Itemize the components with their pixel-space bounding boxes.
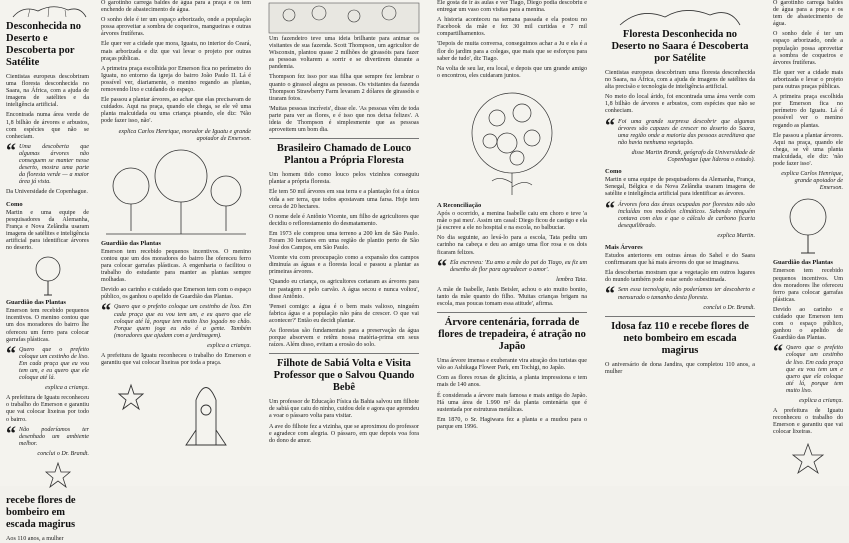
subheading: A Reconciliação	[437, 201, 482, 209]
subheading: Mais Árvores	[605, 243, 643, 251]
paragraph: Cientistas europeus descobriram uma floresta desconhecida no Saara, na África, com a ajuda de imagens de satélites da alta precisão e tecnologia de inteligência artificial.	[605, 70, 755, 91]
paragraph: Um homem tido como louco pelos vizinhos conseguiu plantar a própria floresta.	[269, 172, 419, 186]
paragraph: No meio do local árido, foi encontrada uma área verde com 1,8 bilhão de árvores e arbustos, com espécies que não se conheciam.	[605, 94, 755, 115]
trees-illustration	[101, 146, 251, 236]
star-illustration	[8, 461, 88, 491]
paragraph: Com as flores roxas de glicínia, a planta impressiona e tem mais de 140 anos.	[437, 375, 587, 389]
paragraph: A primeira praça escolhida por Emerson fica no perímetro do Iguatu, no entorno da igreja do bairro João Paulo II. Lá é possível ver, diariamente, o menino regando as plantas, removendo lixo e cuidando do espaço.	[101, 65, 251, 94]
subheading: Guardião das Plantas	[773, 259, 833, 267]
paragraph: Thompson fez isso por sua filha que sempre fez lembrar o quanto o girassol alegra as pessoas. Os visitantes da fazenda Thompson Strawberry Farm levaram 2 dólares de girassóis e tiraram fotos.	[269, 74, 419, 102]
paragraph: A prefeitura de Iguatu reconheceu o trabalho do Emerson e garantiu que vai colocar lixeiras.	[773, 408, 843, 436]
headline-sahara-forest: Floresta Desconhecida no Deserto no Saara é Descoberta por Satélite	[611, 29, 749, 64]
divider	[269, 138, 419, 139]
paragraph: Ele tem 50 mil árvores em sua terra e a plantação foi a única vida a ser terra, que todos apostavam uma farsa. Hoje tem cerca de 20 hectares.	[269, 189, 419, 210]
column-4	[431, 0, 593, 486]
quote: “ Não poderíamos ter desenhado um ambiente melhor.	[6, 427, 89, 448]
paragraph: Martin e uma equipe de pesquisadores da Alemanha, França e Nova Zelândia usaram imagens de satélites e inteligência artificial para identificar árvores no deserto.	[6, 209, 89, 252]
paragraph: Na volta de seu lar, era local, e depois que um grande amigo o encontrou, eles cuidaram juntos.	[437, 65, 587, 79]
paragraph: O nome dele é Antônio Vicente, um filho de agricultores que decidiu o reflorestamento do desmatamento.	[269, 213, 419, 227]
paragraph: Emerson tem recebido pequenos incentivos. O menino contou que um dos moradores do bairro lhe ofereceu um ferro para colocar garrafas plásticas.	[6, 308, 89, 343]
paragraph: Devido ao carinho e cuidado que Emerson tem com o espaço público, os ganhou o apelido de Guardião das Plantas.	[101, 287, 251, 301]
quote: “ Quero que o prefeito coloque um cestinho de lixo. Em cada praça que eu vou tem um, e eu quero que ele coloque até lá.	[6, 347, 89, 382]
attribution: disse Martin Brandt, geógrafo da Universidade de Copenhague (que liderou o estudo).	[631, 149, 755, 164]
paragraph: A prefeitura de Iguatu reconheceu o trabalho do Emerson e garantiu que vai colocar lixeiras por todo o bairro.	[6, 395, 89, 423]
sunflowers-illustration	[269, 3, 419, 33]
column-3	[263, 0, 425, 486]
paragraph: 'Depois de muita conversa, conseguimos achar a Ju e ela é a flor do jardim para a colegas, que mais que se esforçou para saber de tudo', diz Tiago.	[437, 41, 587, 62]
paragraph: Emerson tem recebido pequenos incentivos. Um dos moradores lhe ofereceu ferro para colocar garrafas plásticas.	[773, 268, 843, 303]
subheading: Como	[6, 200, 23, 208]
paragraph: Vicente viu com preocupação como a expansão dos campos diminuía as águas e a floresta local e passou a plantar as primeiras árvores.	[269, 255, 419, 276]
paragraph: Estudos anteriores em outras áreas do Sahel e do Saara confirmaram que há mais árvores do que se imaginava.	[605, 253, 755, 267]
paragraph: 'Quando eu criança, os agricultores cortaram as árvores para ter pastagem e pelo carvão. A água secou e nunca voltou', disse Antônio.	[269, 279, 419, 300]
column-1	[0, 0, 95, 543]
star-illustration	[773, 440, 843, 480]
subheading: Como	[605, 168, 622, 176]
column-5	[599, 0, 761, 486]
paragraph: Após o ocorrido, a menina Isabelle caiu em choro e teve 'a mãe o pai meu'. Assim um casal: Diego ficou de castigo e ela já escreve a ele no hospital e na escola, no balbuciar.	[437, 211, 587, 232]
paragraph: O sonho dele é ter um espaço arborizado, onde a população possa aproveitar a sombra de coqueiros, mangueiras e outras árvores frutíferas.	[101, 17, 251, 38]
paragraph: Emerson tem recebido pequenos incentivos. O menino contou que um dos moradores do bairro lhe ofereceu ferro para colocar garrafas plásticas. A engenharia o facilitou o trabalho do estudante para manter as plantas sempre molhadas.	[101, 248, 251, 284]
bush-illustration	[615, 3, 745, 25]
attribution: explica a criança.	[45, 385, 89, 392]
quote: “ Foi uma grande surpresa descobrir que algumas árvores são capazes de crescer no deserto do Saara, uma região onde a maioria das pessoas acreditava que não havia nenhuma vegetação.	[605, 119, 755, 147]
paragraph: O garotinho carrega baldes de água para a praça e os tem de abastecimento de água.	[773, 0, 843, 28]
paragraph: A mãe de Isabelle, Janis Beisler, achou o ato muito bonito, tanto da mãe quanto do filho. 'Muitas crianças brigam na escola, mas poucas tomam essa atitude', afirma.	[437, 286, 587, 308]
paragraph: O aniversário de dona Jandira, que completou 110 anos, a mulher	[605, 361, 755, 375]
paragraph: No dia seguinte, ao levá-lo para a escola, Tata pediu um carinho na cabeça e deu ao amigo uma flor rosa e os dois ficaram felizes.	[437, 235, 587, 256]
paragraph: A ave do filhote fez a vizinha, que se aproximou do professor e agradece com alegria. O pássaro, em que depois voa fora do dono de amor.	[269, 423, 419, 444]
attribution: conclui o Dr. Brandt.	[37, 450, 89, 457]
paragraph: A historia aconteceu na semana passada e ela postou no Facebook da mãe e fez 30 mil curtidas e 7 mil compartilhamentos.	[437, 17, 587, 38]
paragraph: Ele passou a plantar árvores. Aqui na praça, quando ele chega, se vê uma planta malcuidada, ele diz: 'não pode fazer isso'.	[773, 132, 843, 167]
subheading: Guardião das Plantas	[6, 299, 66, 307]
paragraph: Martin e uma equipe de pesquisadores da Alemanha, França, Senegal, Bélgica e da Nova Zelândia usaram imagens de satélite e inteligência artificial para identificar as árvores.	[605, 177, 755, 198]
paragraph: Ele quer ver a cidade mais arborizada e levar o projeto para outras praças públicas.	[773, 69, 843, 91]
attribution: explica a criança.	[207, 342, 251, 349]
quote: “ Sem essa tecnologia, não poderíamos ter descoberto e mensurado o tamanho desta floresta.	[605, 287, 755, 301]
headline-sabia: Filhote de Sabiá Volta e Visita Professor que o Salvou Quando Bebê	[273, 358, 415, 394]
paragraph: Um fazendeiro teve uma ideia brilhante para animar os visitantes de sua fazenda. Scott Thompson, um agricultor de Wisconsin, plantou quase 2 milhões de girassóis para fazer as pessoas voltarem a sorrir e se divertirem durante a pandemia.	[269, 36, 419, 71]
paragraph: Encontrada numa área verde de 1,8 bilhão de árvores e arbustos, com espécies que não se conheciam.	[6, 112, 89, 140]
headline-idosa: Idosa faz 110 e recebe flores de neto bombeiro em escada magirus	[611, 320, 749, 356]
bush-illustration	[8, 3, 88, 17]
divider	[269, 353, 419, 354]
quote: “ Ela escreveu: 'Eu amo a mãe do pai do Tiago, eu fiz um desenho de flor para agradecer o amor'.	[437, 260, 587, 274]
paragraph: Aos 110 anos, a mulher	[6, 536, 64, 543]
column-2	[95, 0, 257, 486]
flower-illustration	[452, 83, 572, 198]
tree-illustration	[773, 195, 843, 255]
paragraph: Cientistas europeus descobriram uma floresta desconhecida no Saara, na África, com a ajuda de imagens de satélites e da inteligência artificial.	[6, 74, 89, 109]
quote: “ Árvores fora das áreas ocupadas por florestas não são incluídas nos modelos climáticos. Sabendo ninguém contava com elas e que o cálculo de carbono ficaria desequilibrado.	[605, 202, 755, 230]
paragraph: Em 1973 ele comprou uma terreno a 200 km de São Paulo. Foram 30 hectares em uma região de plantio perto de São José dos Campos, em São Paulo.	[269, 230, 419, 252]
paragraph: Ele gosta de ir às aulas e ver Tiago, Diego podia descobriu e entregar um vaso com visitas para a menina.	[437, 0, 587, 14]
headline-forest: Desconhecida no Deserto e Descoberta por Satélite	[6, 21, 81, 68]
attribution: explica Carlos Henrique, grande apoiador de Emerson.	[781, 171, 843, 192]
divider	[605, 316, 755, 317]
paragraph: Devido ao carinho e cuidado que Emerson tem com o espaço público, ganhou o apelido de Guardião das Plantas.	[773, 306, 843, 342]
paragraph: O sonho dele é ter um espaço arborizado, onde a população possa aproveitar a sombra de coqueiros e árvores frutíferas.	[773, 31, 843, 66]
paragraph: 'Muitas pessoas incríveis', disse ele. 'As pessoas vêm de toda parte para ver as flores, e é isso que nos deixa felizes'. A ideia de Thompson é simplesmente que as pessoas aproveitem um bom dia.	[269, 105, 419, 134]
paragraph: Ela descobertas mostram que a vegetação em outros lugares do mundo também pode estar sendo subestimada.	[605, 270, 755, 284]
headline-japan-tree: Árvore centenária, forrada de flores de trepadeira, é atração no Japão	[438, 317, 586, 353]
paragraph: 'Pensei comigo: a água é o bem mais valioso, ninguém fabrica água e a população não pára de crescer. O que vai acontecer?' Então eu decidi plantar.	[269, 303, 419, 324]
column-6	[767, 0, 849, 486]
headline-centenarian: recebe flores de bombeiro em escada magirus	[6, 495, 76, 531]
paragraph: A prefeitura de Iguatu reconheceu o trabalho do Emerson e garantiu que vai colocar lixeiras por toda a praça.	[101, 353, 251, 367]
attribution: lembra Tata.	[556, 276, 587, 283]
attribution: explica a criança.	[799, 398, 843, 405]
quote: “ Quero que o prefeito coloque um cestinho de lixo. Em cada praça que eu vou tem um e quero que ele coloque até lá, porque tem muito lixo.	[773, 345, 843, 395]
attribution: conclui o Dr. Brandt.	[703, 304, 755, 311]
paragraph: Da Universidade de Copenhague.	[6, 189, 88, 196]
attribution: explica Martin.	[717, 232, 755, 239]
headline-brazilian-forest: Brasileiro Chamado de Louco Plantou a Própria Floresta	[276, 143, 412, 167]
tree-illustration	[8, 255, 88, 295]
paragraph: A primeira praça escolhida por Emerson fica no perímetro do Iguatu. Lá é possível ver o menino regando as plantas.	[773, 94, 843, 129]
paragraph: Ele passou a plantar árvores, ao achar que elas precisavam de cuidados. Aqui na praça, quando ele chega, se ele vê uma planta malcuidada ou uma criança pisando, ele diz: 'Não pode fazer isso, não'.	[101, 97, 251, 125]
rocket-illustration	[101, 370, 251, 450]
quote: “ Quero que o prefeito coloque um cestinho de lixo. Em cada praça que eu vou tem um, e eu quero que ele coloque até lá, porque tem muito lixo jogado no chão. Porque quem joga eu não é a gente. Também (moradores que ajudam com a jardinagem).	[101, 304, 251, 339]
paragraph: É considerada a árvore mais famosa e mais antiga do Japão. Há uma área de 1.990 m² da planta centenária que é sustentada por estruturas metálicas.	[437, 392, 587, 413]
subheading: Guardião das Plantas	[101, 239, 161, 247]
divider	[437, 312, 587, 313]
attribution: explica Carlos Henrique, morador de Iguatu e grande apoiador de Emerson.	[118, 128, 251, 142]
paragraph: Uma árvore imensa e exuberante vira atração dos turistas que vão ao Ashikaga Flower Park, em Tochigi, no Japão.	[437, 358, 587, 372]
quote: “ Uma descoberta que algumas árvores não conseguem se manter nesse deserto, mostra uma parte da floresta verde — a maior área já vista.	[6, 144, 89, 187]
paragraph: As florestas são fundamentais para a preservação da água porque absorvem e retêm nossa matéria-prima em seus raízes. Além disso, evitam a erosão do solo.	[269, 328, 419, 349]
paragraph: Em 1870, o Sr. Hagiwara fez a planta e a mudou para o parque em 1996.	[437, 416, 587, 430]
paragraph: Ele quer ver a cidade que mora, Iguatu, no interior do Ceará, mais arborizada e diz que vai levar o projeto por outras praças públicas.	[101, 41, 251, 62]
paragraph: Um professor de Educação Física da Bahia salvou um filhote de sabiá que caiu do ninho, cuidou dele e agora que aprendeu a voar o pássaro volta para visitar.	[269, 399, 419, 420]
paragraph: O garotinho carrega baldes de água para a praça e os tem enchendo de abastecimento de água.	[101, 0, 251, 14]
